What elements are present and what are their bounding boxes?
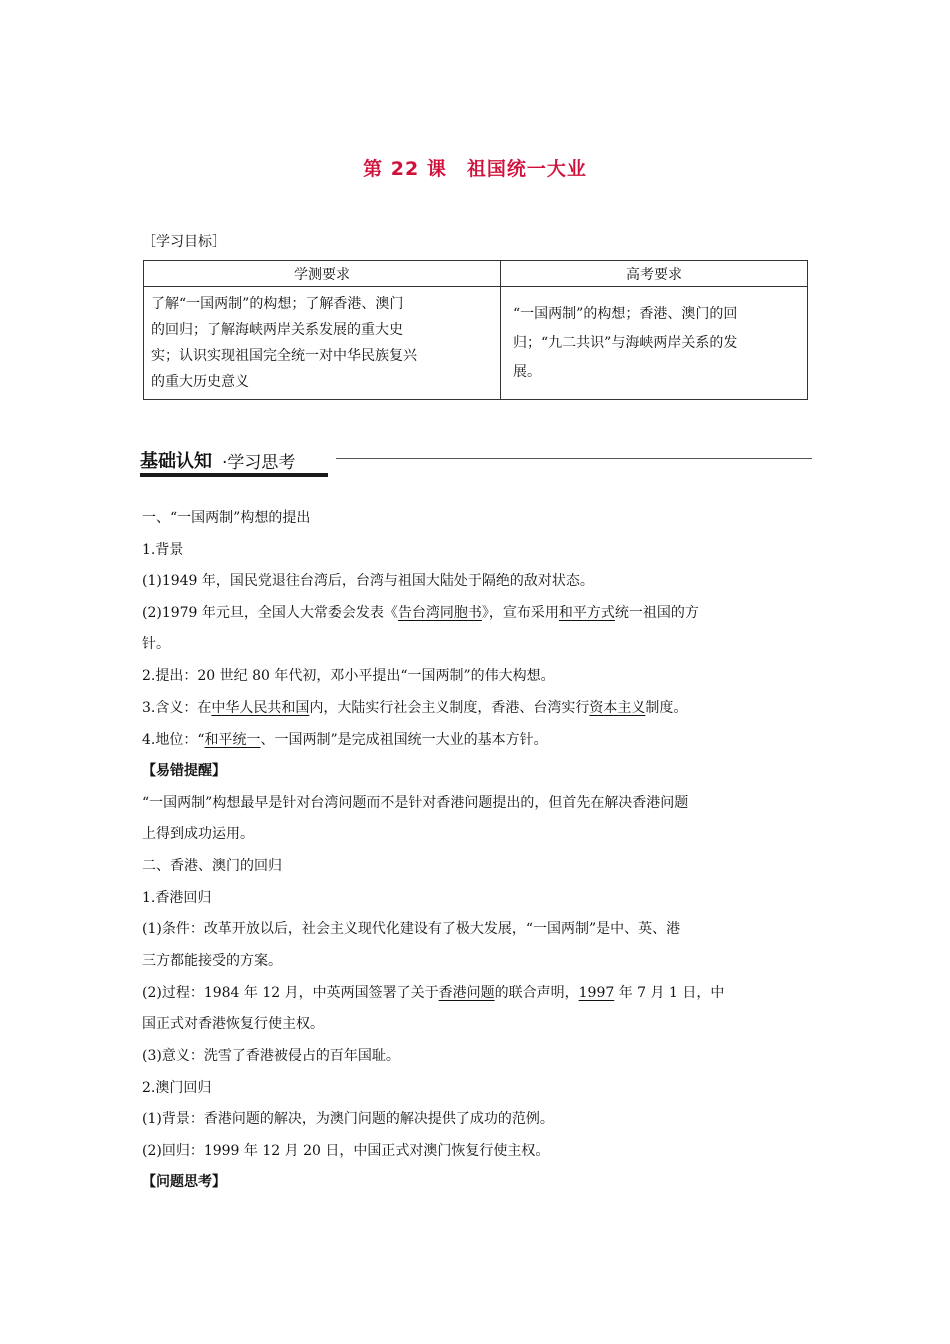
left-line: 了解“一国两制”的构想；了解香港、澳门 xyxy=(151,296,404,312)
s1-background-2-cont: 针。 xyxy=(142,636,170,652)
tip-text-2: 上得到成功运用。 xyxy=(142,826,254,842)
underlined-term: 告台湾同胞书 xyxy=(397,605,482,621)
left-line: 的重大历史意义 xyxy=(151,374,249,390)
s1-background-2: (2)1979 年元旦，全国人大常委会发表《告台湾同胞书》，宣布采用和平方式统一祖国的方 xyxy=(142,605,699,621)
exam-requirements-cell xyxy=(501,287,808,400)
tip-text-1: “一国两制”构想最早是针对台湾问题而不是针对香港问题提出的，但首先在解决香港问题 xyxy=(142,795,689,811)
underlined-term: 香港问题 xyxy=(438,985,495,1001)
underlined-term: 1997 xyxy=(578,985,615,1001)
section-rule xyxy=(336,458,812,459)
s1-background-1: (1)1949 年，国民党退往台湾后，台湾与祖国大陆处于隔绝的敌对状态。 xyxy=(142,573,594,589)
header-exam-requirements: 高考要求 xyxy=(501,261,808,287)
s2-hongkong-process: (2)过程：1984 年 12 月，中英两国签署了关于香港问题的联合声明，1997 年 7 月 1 日，中 xyxy=(142,985,725,1001)
s2-hongkong-heading: 1.香港回归 xyxy=(142,890,212,906)
underlined-term: 资本主义 xyxy=(589,700,646,716)
s2-macau-return: (2)回归：1999 年 12 月 20 日，中国正式对澳门恢复行使主权。 xyxy=(142,1143,550,1159)
section-header-bold: 基础认知 xyxy=(140,451,212,472)
right-line: “一国两制”的构想；香港、澳门的回 xyxy=(513,305,738,322)
section-1-title: 一、“一国两制”构想的提出 xyxy=(142,510,311,526)
s2-macau-heading: 2.澳门回归 xyxy=(142,1080,212,1096)
header-basic-requirements: 学测要求 xyxy=(144,261,501,287)
s2-macau-background: (1)背景：香港问题的解决，为澳门问题的解决提供了成功的范例。 xyxy=(142,1111,554,1127)
think-title: 【问题思考】 xyxy=(142,1174,226,1190)
s1-proposal: 2.提出：20 世纪 80 年代初，邓小平提出“一国两制”的伟大构想。 xyxy=(142,668,555,684)
section-header xyxy=(140,447,812,477)
objectives-table xyxy=(143,260,808,400)
underlined-term: 和平方式 xyxy=(558,605,615,621)
section-underline xyxy=(140,473,328,477)
tip-title: 【易错提醒】 xyxy=(142,763,226,779)
s2-hongkong-condition-2: 三方都能接受的方案。 xyxy=(142,953,282,969)
lesson-number: 第 22 课 xyxy=(363,158,447,180)
s1-background-heading: 1.背景 xyxy=(142,542,184,558)
s2-hongkong-significance: (3)意义：洗雪了香港被侵占的百年国耻。 xyxy=(142,1048,400,1064)
section-header-sub: ·学习思考 xyxy=(222,453,296,473)
left-line: 的回归；了解海峡两岸关系发展的重大史 xyxy=(151,322,403,338)
s1-meaning: 3.含义：在中华人民共和国内，大陆实行社会主义制度，香港、台湾实行资本主义制度。 xyxy=(142,700,688,716)
lesson-name: 祖国统一大业 xyxy=(466,158,587,180)
objectives-label: ［学习目标］ xyxy=(142,234,226,250)
basic-requirements-cell xyxy=(144,287,501,400)
right-line: 展。 xyxy=(513,363,541,380)
section-2-title: 二、香港、澳门的回归 xyxy=(142,858,282,874)
s2-hongkong-process-cont: 国正式对香港恢复行使主权。 xyxy=(142,1016,324,1032)
s1-status: 4.地位：“和平统一、一国两制”是完成祖国统一大业的基本方针。 xyxy=(142,732,548,748)
left-line: 实；认识实现祖国完全统一对中华民族复兴 xyxy=(151,348,417,364)
right-line: 归；“九二共识”与海峡两岸关系的发 xyxy=(513,334,738,351)
underlined-term: 和平统一 xyxy=(204,732,261,748)
underlined-term: 中华人民共和国 xyxy=(211,700,310,716)
lesson-title xyxy=(0,154,950,181)
s2-hongkong-condition-1: (1)条件：改革开放以后，社会主义现代化建设有了极大发展，“一国两制”是中、英、港 xyxy=(142,921,681,937)
